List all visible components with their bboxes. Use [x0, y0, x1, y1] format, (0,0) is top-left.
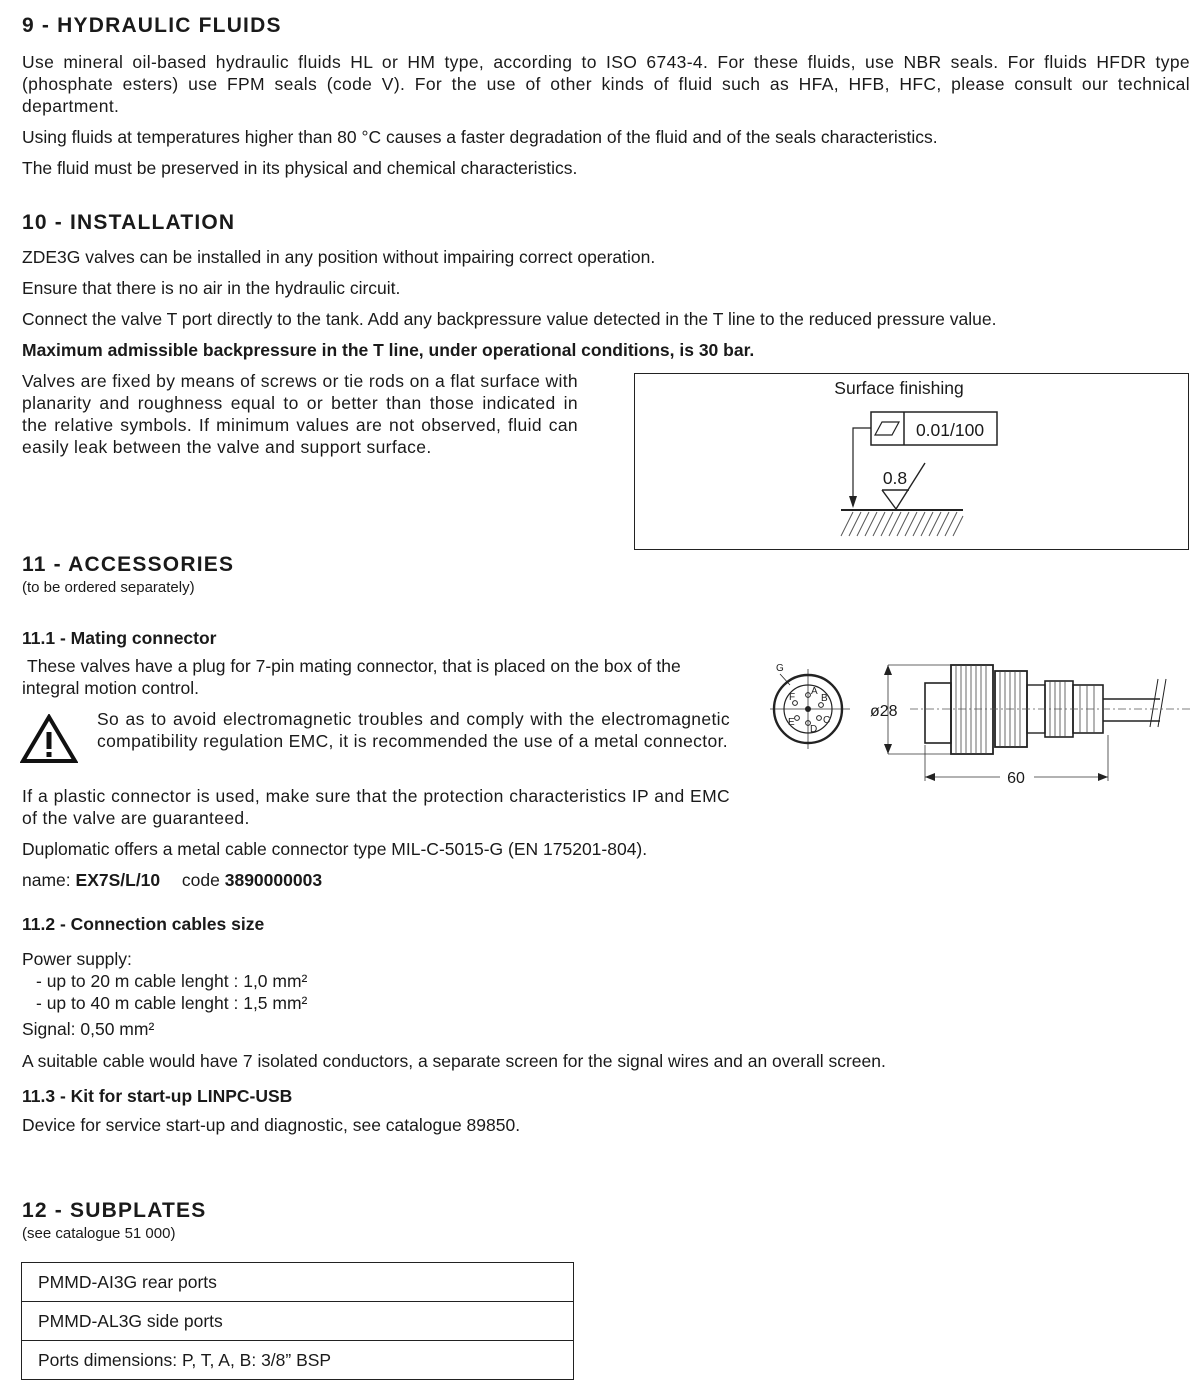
pin-label-e: E: [788, 717, 795, 728]
roughness-value: 0.8: [882, 468, 908, 488]
leader-line: [853, 428, 871, 506]
cable-size-20m: - up to 20 m cable lenght : 1,0 mm²: [36, 971, 308, 991]
section-11-title: 11 - ACCESSORIES: [22, 553, 235, 576]
power-supply-label: Power supply:: [22, 949, 132, 969]
table-row: [22, 1263, 574, 1302]
pin-label-a: A: [811, 686, 818, 697]
connector-name: EX7S/L/10: [75, 870, 161, 890]
surface-hatching: [841, 512, 963, 536]
subplates-table: [21, 1262, 574, 1380]
cable-size-40m: - up to 40 m cable lenght : 1,5 mm²: [36, 993, 308, 1013]
surface-finishing-title: Surface finishing: [834, 378, 964, 398]
section-9-title: 9 - HYDRAULIC FLUIDS: [22, 14, 282, 37]
section-10-title: 10 - INSTALLATION: [22, 211, 236, 234]
connector-face: [770, 663, 850, 749]
section-12-title: 12 - SUBPLATES: [22, 1199, 207, 1222]
flatness-icon: [875, 422, 899, 435]
signal-cable-size: Signal: 0,50 mm²: [22, 1019, 155, 1039]
emc-warning-text: So as to avoid electromagnetic troubles and comply with the electromagnetic compatibility regulation EMC, it is recommended the use of a metal connector.: [97, 709, 730, 751]
table-row: [22, 1341, 574, 1380]
table-row: [22, 1302, 574, 1341]
connector-order-line: [22, 869, 322, 891]
diameter-dimension: ø28: [870, 703, 898, 720]
warning-icon: [20, 714, 78, 764]
startup-kit-paragraph: Device for service start-up and diagnostic, see catalogue 89850.: [22, 1115, 521, 1135]
subplate-rear-ports: PMMD-AI3G rear ports: [22, 1263, 574, 1302]
section-10-paragraph-2: Ensure that there is no air in the hydraulic circuit.: [22, 278, 401, 298]
metal-connector-paragraph: Duplomatic offers a metal cable connector type MIL-C-5015-G (EN 175201-804).: [22, 839, 648, 859]
section-10-paragraph-3: Connect the valve T port directly to the tank. Add any backpressure value detected in the T line to the reduced pressure value.: [22, 309, 997, 329]
connector-side-view: [870, 665, 1190, 787]
connector-drawing: [760, 655, 1190, 795]
subplate-side-ports: PMMD-AL3G side ports: [22, 1302, 574, 1341]
section-10-paragraph-5: Valves are fixed by means of screws or tie rods on a flat surface with planarity and roughness equal to or better than those indicated in the relative symbols. If minimum values are not observed, fluid can easily leak between the valve and support surface.: [22, 371, 578, 457]
pin-label-c: C: [823, 715, 831, 726]
name-label: name:: [22, 870, 71, 890]
length-dimension: 60: [1007, 770, 1025, 787]
pin-label-f: F: [789, 692, 796, 703]
subsection-11-2-title: 11.2 - Connection cables size: [22, 914, 265, 934]
pin-label-b: B: [821, 693, 828, 704]
pin-label-d: D: [810, 724, 818, 735]
surface-finishing-diagram: [635, 374, 1187, 548]
surface-finishing-box: [634, 373, 1189, 550]
section-10-paragraph-1: ZDE3G valves can be installed in any position without impairing correct operation.: [22, 247, 656, 267]
subsection-11-3-title: 11.3 - Kit for start-up LINPC-USB: [22, 1086, 293, 1106]
section-9-paragraph-2: Using fluids at temperatures higher than 80 °C causes a faster degradation of the fluid and of the seals characteristics.: [22, 127, 938, 147]
section-9-paragraph-3: The fluid must be preserved in its physical and chemical characteristics.: [22, 158, 578, 178]
code-label: code: [181, 870, 220, 890]
leader-arrow-icon: [849, 496, 857, 508]
mating-connector-paragraph: These valves have a plug for 7-pin mating connector, that is placed on the box of the integral motion control.: [22, 656, 681, 698]
suitable-cable-paragraph: A suitable cable would have 7 isolated conductors, a separate screen for the signal wires and an overall screen.: [22, 1051, 886, 1071]
section-9-paragraph-1: Use mineral oil-based hydraulic fluids HL or HM type, according to ISO 6743-4. For these fluids, use NBR seals. For fluids HFDR type (phosphate esters) use FPM seals (code V). For the use of other kinds of fluid such as HFA, HFB, HFC, please consult our technical department.: [22, 52, 1190, 116]
pin-label-g: G: [776, 663, 784, 674]
ports-dimensions: Ports dimensions: P, T, A, B: 3/8” BSP: [22, 1341, 574, 1380]
subsection-11-1-title: 11.1 - Mating connector: [22, 628, 217, 648]
connector-code: 3890000003: [224, 870, 323, 890]
backpressure-note: Maximum admissible backpressure in the T line, under operational conditions, is 30 bar.: [22, 340, 755, 360]
plastic-connector-paragraph: If a plastic connector is used, make sure that the protection characteristics IP and EMC of the valve are guaranteed.: [22, 786, 730, 828]
flatness-value: 0.01/100: [915, 420, 985, 440]
section-12-note: (see catalogue 51 000): [22, 1225, 176, 1242]
section-11-note: (to be ordered separately): [22, 579, 195, 596]
